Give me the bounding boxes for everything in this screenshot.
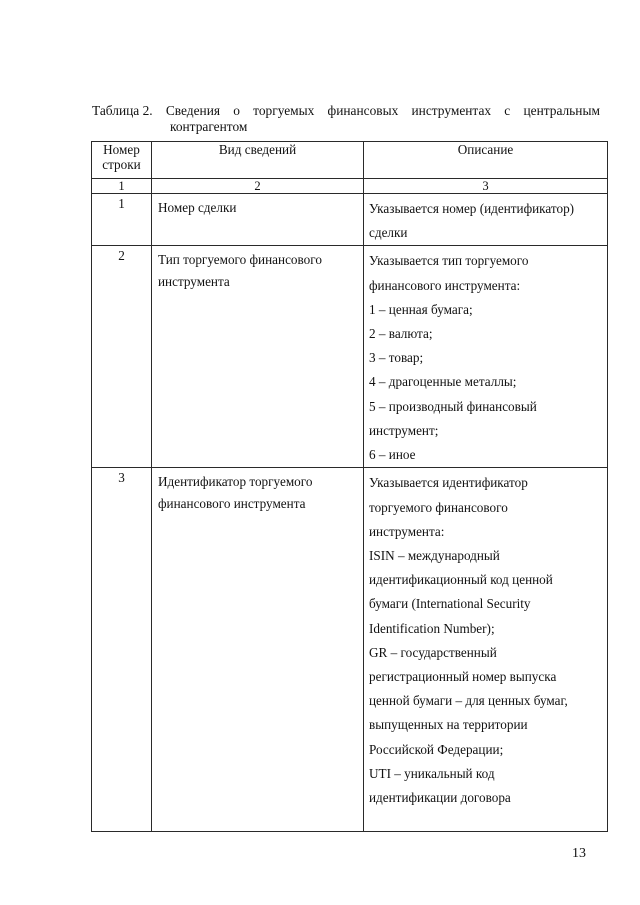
description-line: GR – государственный bbox=[369, 644, 497, 660]
header-row-number: Номер строки bbox=[92, 142, 152, 179]
caption-prefix: Таблица 2. bbox=[92, 103, 153, 118]
description-line: 5 – производный финансовый bbox=[369, 398, 537, 414]
row-kind: Идентификатор торгуемого финансового инструмента bbox=[152, 468, 364, 832]
description-line: торгуемого финансового bbox=[369, 499, 508, 515]
table-header-row bbox=[92, 142, 608, 179]
table-caption bbox=[92, 103, 600, 135]
table-row bbox=[92, 246, 608, 468]
description-line: бумаги (International Security bbox=[369, 596, 531, 612]
description-line: 1 – ценная бумага; bbox=[369, 301, 473, 317]
description-line: регистрационный номер выпуска bbox=[369, 669, 557, 685]
caption-line-1 bbox=[92, 103, 600, 119]
row-number: 3 bbox=[92, 468, 152, 832]
row-description bbox=[364, 468, 608, 832]
description-line: 6 – иное bbox=[369, 447, 416, 463]
instruments-table bbox=[91, 141, 608, 832]
table-row bbox=[92, 468, 608, 832]
caption-word: финансовых bbox=[327, 103, 399, 118]
description-line: Указывается тип торгуемого bbox=[369, 253, 529, 269]
caption-word: торгуемых bbox=[253, 103, 315, 118]
caption-word: о bbox=[233, 103, 240, 118]
row-number: 2 bbox=[92, 246, 152, 468]
description-line: UTI – уникальный код bbox=[369, 765, 495, 781]
description-line: 2 – валюта; bbox=[369, 326, 433, 342]
column-numbers-row bbox=[92, 179, 608, 194]
page-number: 13 bbox=[572, 846, 586, 861]
description-line: ISIN – международный bbox=[369, 548, 500, 564]
column-number: 3 bbox=[364, 179, 608, 194]
description-line: идентификации договора bbox=[369, 790, 511, 806]
row-description bbox=[364, 194, 608, 246]
caption-word: Сведения bbox=[165, 103, 221, 118]
row-kind: Номер сделки bbox=[152, 194, 364, 246]
description-line: идентификационный код ценной bbox=[369, 572, 553, 588]
description-line: 3 – товар; bbox=[369, 350, 424, 366]
description-line: 4 – драгоценные металлы; bbox=[369, 374, 517, 390]
caption-word: центральным bbox=[523, 103, 600, 118]
table-row bbox=[92, 194, 608, 246]
row-kind: Тип торгуемого финансового инструмента bbox=[152, 246, 364, 468]
description-line: Указывается номер (идентификатор) bbox=[369, 201, 575, 216]
column-number: 2 bbox=[152, 179, 364, 194]
description-line: Указывается идентификатор bbox=[369, 475, 528, 491]
description-line: финансового инструмента: bbox=[369, 277, 521, 293]
caption-line-2: контрагентом bbox=[170, 119, 248, 134]
column-number: 1 bbox=[92, 179, 152, 194]
description-line: сделки bbox=[369, 225, 408, 241]
description-line: ценной бумаги – для ценных бумаг, bbox=[369, 693, 568, 709]
header-description: Описание bbox=[364, 142, 608, 179]
description-line: Identification Number); bbox=[369, 620, 495, 636]
description-line: Российской Федерации; bbox=[369, 741, 504, 757]
description-line: инструмента: bbox=[369, 523, 445, 539]
caption-word: с bbox=[504, 103, 511, 118]
caption-word: инструментах bbox=[411, 103, 492, 118]
description-line: инструмент; bbox=[369, 422, 439, 438]
row-description bbox=[364, 246, 608, 468]
header-kind: Вид сведений bbox=[152, 142, 364, 179]
row-number: 1 bbox=[92, 194, 152, 246]
description-line: выпущенных на территории bbox=[369, 717, 528, 733]
